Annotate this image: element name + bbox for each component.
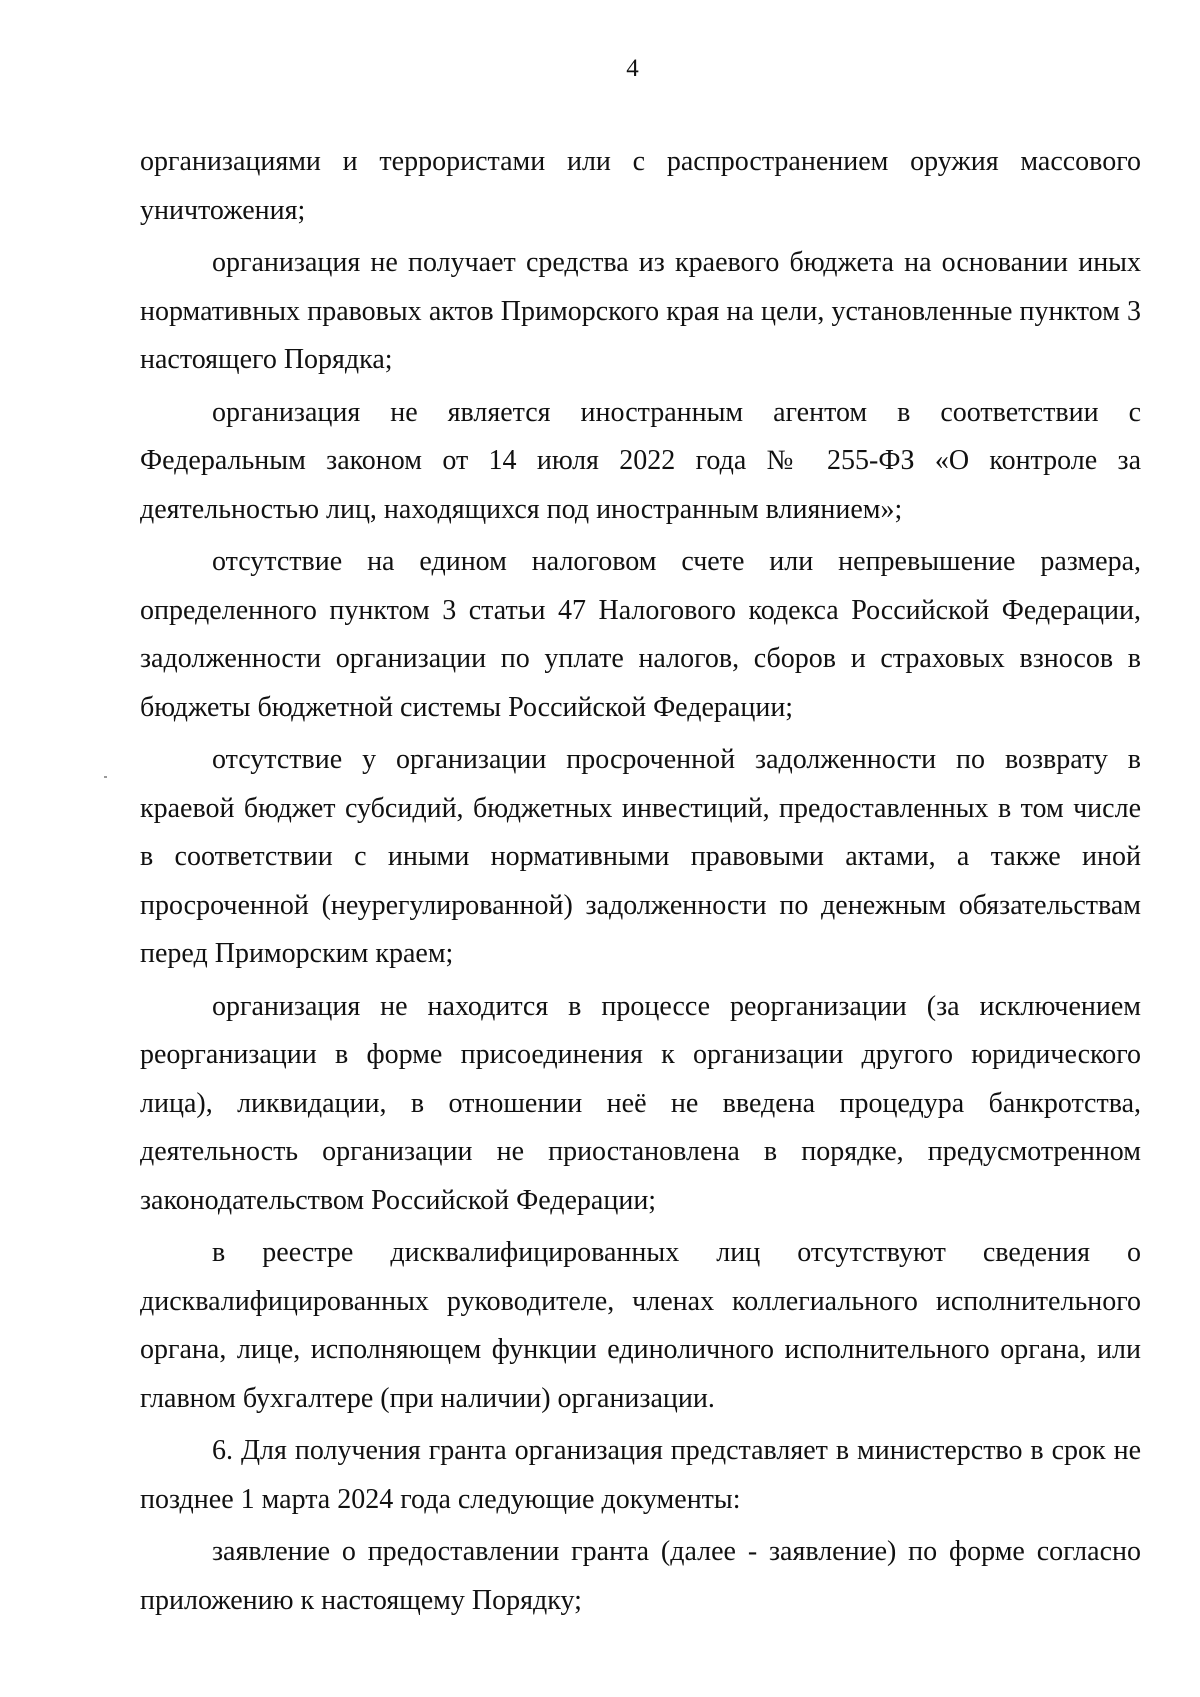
page-number: 4 [626,55,639,82]
paragraph-continuation: организациями и террористами или с распространением оружия массового уничтожения; [140,146,1141,226]
paragraph-item-6: 6. Для получения гранта организация представляет в министерство в срок не позднее 1 марта 2024 года следующие документы: [140,1435,1141,1515]
document-body [140,138,1141,1625]
paragraph-application: заявление о предоставлении гранта (далее - заявление) по форме согласно приложению к настоящему Порядку; [140,1536,1141,1616]
paragraph-reorganization: организация не находится в процессе реорганизации (за исключением реорганизации в форме присоединения к организации другого юридического лица), ликвидации, в отношении неё не введена процедура банкротства, деятельность организации не приостановлена в порядке, предусмотренном законодательством Российской Федерации; [140,990,1141,1216]
scan-artifact [104,776,107,778]
paragraph-budget-funds: организация не получает средства из краевого бюджета на основании иных нормативных правовых актов Приморского края на цели, установленные пунктом 3 настоящего Порядка; [140,247,1141,375]
paragraph-overdue-debt: отсутствие у организации просроченной задолженности по возврату в краевой бюджет субсидий, бюджетных инвестиций, предоставленных в том числе в соответствии с иными нормативными правовыми актами, а также иной просроченной (неурегулированной) задолженности по денежным обязательствам перед Приморским краем; [140,744,1141,969]
paragraph-foreign-agent: организация не является иностранным агентом в соответствии с Федеральным законом от 14 июля 2022 года № 255-ФЗ «О контроле за деятельностью лиц, находящихся под иностранным влиянием»; [140,396,1141,525]
paragraph-tax-debt: отсутствие на едином налоговом счете или непревышение размера, определенного пунктом 3 статьи 47 Налогового кодекса Российской Федерации, задолженности организации по уплате налогов, сборов и страховых взносов в бюджеты бюджетной системы Российской Федерации; [140,546,1141,723]
paragraph-disqualified-persons: в реестре дисквалифицированных лиц отсутствуют сведения о дисквалифицированных руководителе, членах коллегиального исполнительного органа, лице, исполняющем функции единоличного исполнительного органа, или главном бухгалтере (при наличии) организации. [140,1237,1141,1414]
